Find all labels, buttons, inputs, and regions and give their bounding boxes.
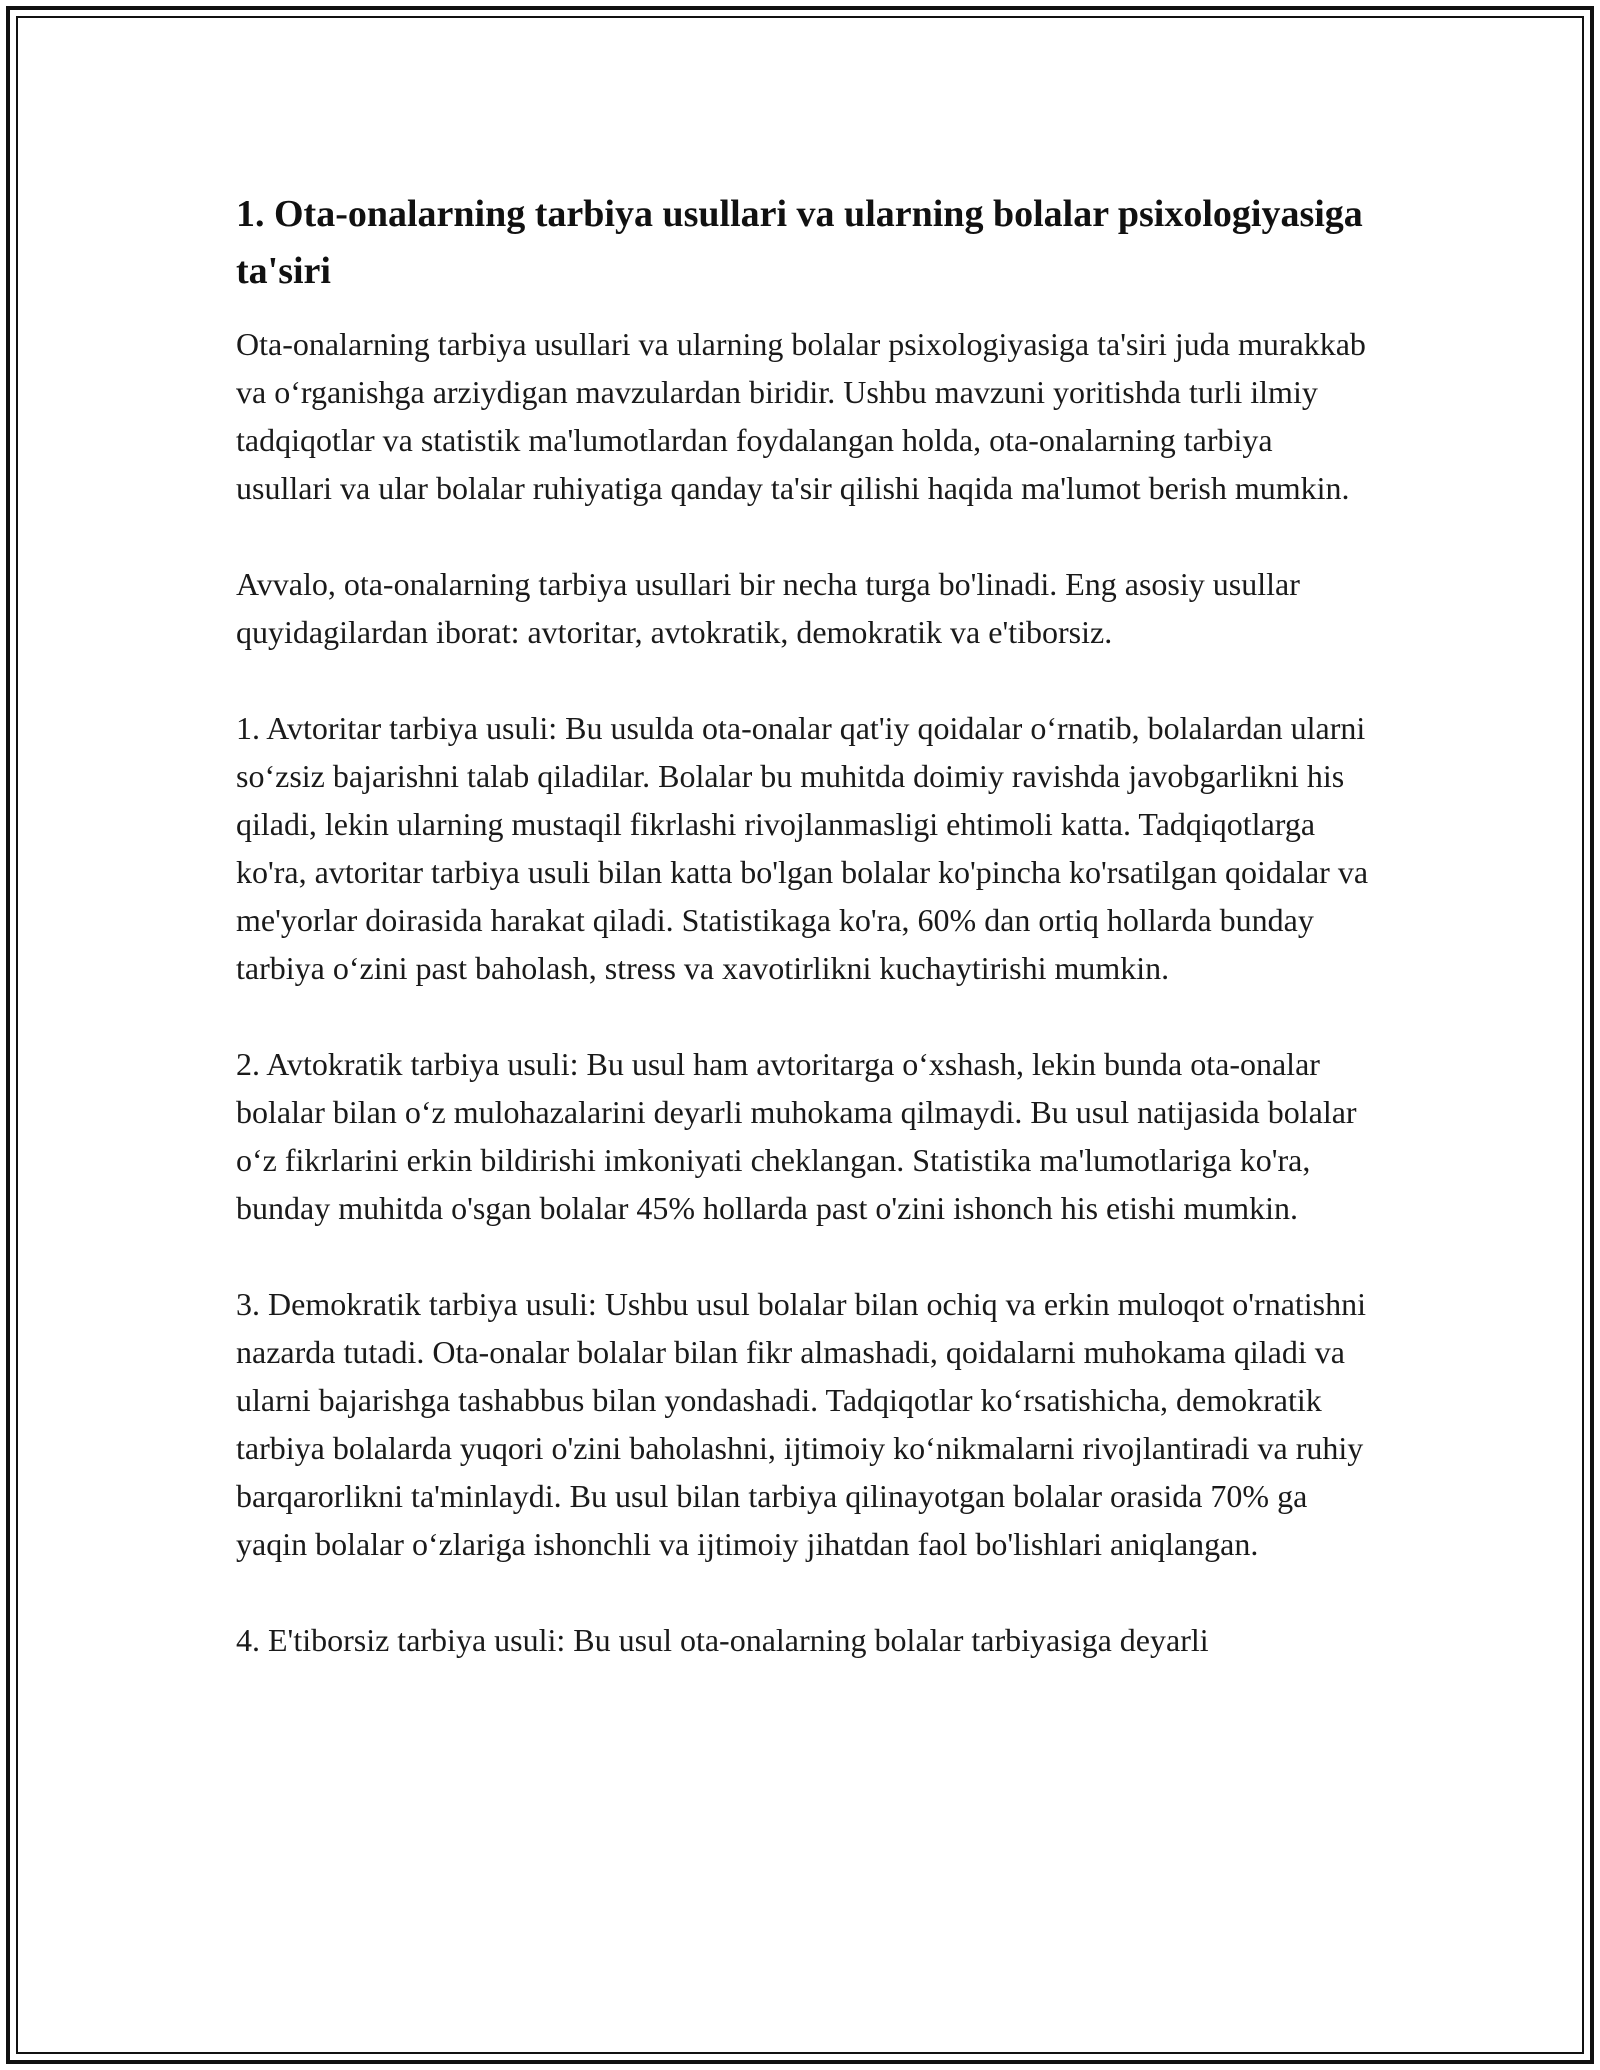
document-title: 1. Ota-onalarning tarbiya usullari va ularning bolalar psixologiyasiga ta'siri (236, 193, 1363, 292)
paragraph-authoritarian: 1. Avtoritar tarbiya usuli: Bu usulda ota-onalar qat'iy qoidalar o‘rnatib, bolalardan ularni so‘zsiz bajarishni talab qiladilar. Bolalar bu muhitda doimiy ravishda javobgarlikni his qiladi, lekin ularning mustaqil fikrlashi rivojlanmasligi ehtimoli katta. Tadqiqotlarga ko'ra, avtoritar tarbiya usuli bilan katta bo'lgan bolalar ko'pincha ko'rsatilgan qoidalar va me'yorlar doirasida harakat qiladi. Statistikaga ko'ra, 60% dan ortiq hollarda bunday tarbiya o‘zini past baholash, stress va xavotirlikni kuchaytirishi mumkin. (236, 710, 1369, 986)
paragraph-intro: Ota-onalarning tarbiya usullari va ularning bolalar psixologiyasiga ta'siri juda murakkab va o‘rganishga arziydigan mavzulardan biridir. Ushbu mavzuni yoritishda turli ilmiy tadqiqotlar va statistik ma'lumotlardan foydalangan holda, ota-onalarning tarbiya usullari va ular bolalar ruhiyatiga qanday ta'sir qilishi haqida ma'lumot berish mumkin. (236, 326, 1366, 506)
paragraph-autocratic: 2. Avtokratik tarbiya usuli: Bu usul ham avtoritarga o‘xshash, lekin bunda ota-onalar bolalar bilan o‘z mulohazalarini deyarli muhokama qilmaydi. Bu usul natijasida bolalar o‘z fikrlarini erkin bildirishi imkoniyati cheklangan. Statistika ma'lumotlariga ko'ra, bunday muhitda o'sgan bolalar 45% hollarda past o'zini ishonch his etishi mumkin. (236, 1046, 1357, 1226)
document-body (236, 186, 1376, 1712)
paragraph-democratic: 3. Demokratik tarbiya usuli: Ushbu usul bolalar bilan ochiq va erkin muloqot o'rnatishni nazarda tutadi. Ota-onalar bolalar bilan fikr almashadi, qoidalarni muhokama qiladi va ularni bajarishga tashabbus bilan yondashadi. Tadqiqotlar ko‘rsatishicha, demokratik tarbiya bolalarda yuqori o'zini baholashni, ijtimoiy ko‘nikmalarni rivojlantiradi va ruhiy barqarorlikni ta'minlaydi. Bu usul bilan tarbiya qilinayotgan bolalar orasida 70% ga yaqin bolalar o‘zlariga ishonchli va ijtimoiy jihatdan faol bo'lishlari aniqlangan. (236, 1286, 1367, 1562)
paragraph-neglectful: 4. E'tiborsiz tarbiya usuli: Bu usul ota-onalarning bolalar tarbiyasiga deyarli (236, 1622, 1209, 1658)
paragraph-types-overview: Avvalo, ota-onalarning tarbiya usullari bir necha turga bo'linadi. Eng asosiy usullar quyidagilardan iborat: avtoritar, avtokratik, demokratik va e'tiborsiz. (236, 566, 1300, 650)
